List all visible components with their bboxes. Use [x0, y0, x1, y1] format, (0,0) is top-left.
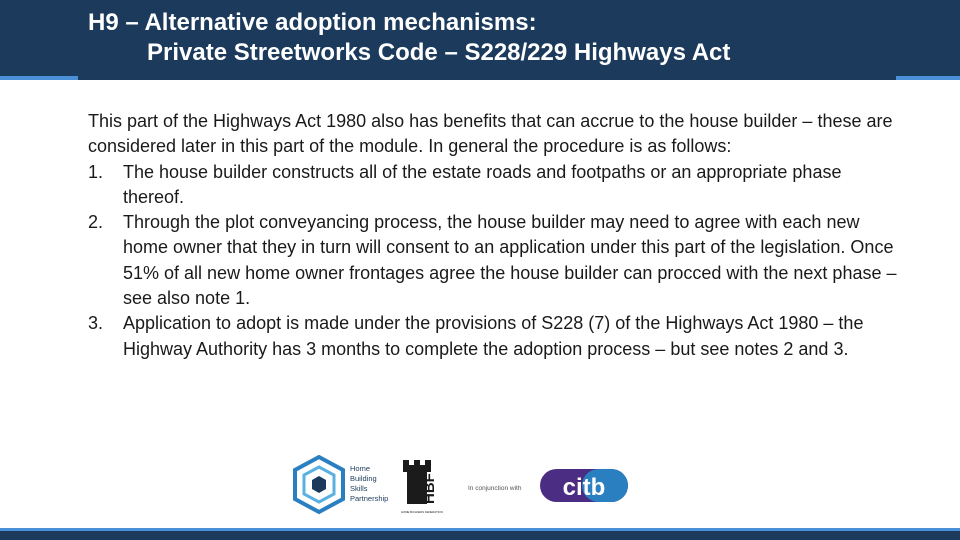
slide-header — [0, 0, 960, 80]
citb-wordmark: citb — [562, 474, 606, 501]
procedure-step — [88, 160, 898, 211]
conjunction-text: In conjunction with — [468, 485, 522, 492]
step-text: Application to adopt is made under the provisions of S228 (7) of the Highways Act 1980 – the Highway Authority has 3 months to complete the adoption process – but see notes 2 and 3. — [123, 313, 864, 359]
hbsp-word: Building — [350, 474, 377, 483]
step-text: Through the plot conveyancing process, the house builder may need to agree with each new home owner that they in turn will consent to an application under this part of the legislation. Once 51% of all new home owner frontages agree the house builder can procced with the next phase – see also note 1. — [123, 212, 897, 309]
title-line-2: Private Streetworks Code – S228/229 Highways Act — [147, 39, 731, 66]
title-line-1: H9 – Alternative adoption mechanisms: — [88, 9, 537, 36]
hbsp-word: Skills — [350, 484, 368, 493]
step-text: The house builder constructs all of the estate roads and footpaths or an appropriate phase thereof. — [123, 161, 842, 207]
hbf-caption: HOME BUILDERS FEDERATION — [401, 510, 443, 514]
step-number: 3. — [88, 313, 104, 334]
procedure-step — [88, 210, 898, 311]
bottom-accent — [0, 528, 960, 531]
core-hexagon-icon — [312, 476, 326, 493]
slide-title — [88, 8, 730, 68]
citb-logo — [540, 469, 628, 502]
slide-body — [88, 109, 898, 362]
intro-paragraph: This part of the Highways Act 1980 also has benefits that can accrue to the house builder – these are considered later in this part of the module. In general the procedure is as follows: — [88, 111, 893, 157]
procedure-list — [88, 160, 898, 362]
step-number: 1. — [88, 161, 104, 182]
partner-logos — [290, 455, 635, 520]
hbf-logo — [401, 460, 443, 514]
header-accent-right — [896, 76, 960, 80]
hbsp-word: Home — [350, 464, 371, 473]
hbsp-word: Partnership — [350, 494, 389, 503]
header-accent-left — [0, 76, 78, 80]
hbsp-logo — [295, 457, 388, 512]
step-number: 2. — [88, 212, 104, 233]
hbf-letters: HBF — [421, 473, 438, 504]
procedure-step — [88, 311, 898, 362]
